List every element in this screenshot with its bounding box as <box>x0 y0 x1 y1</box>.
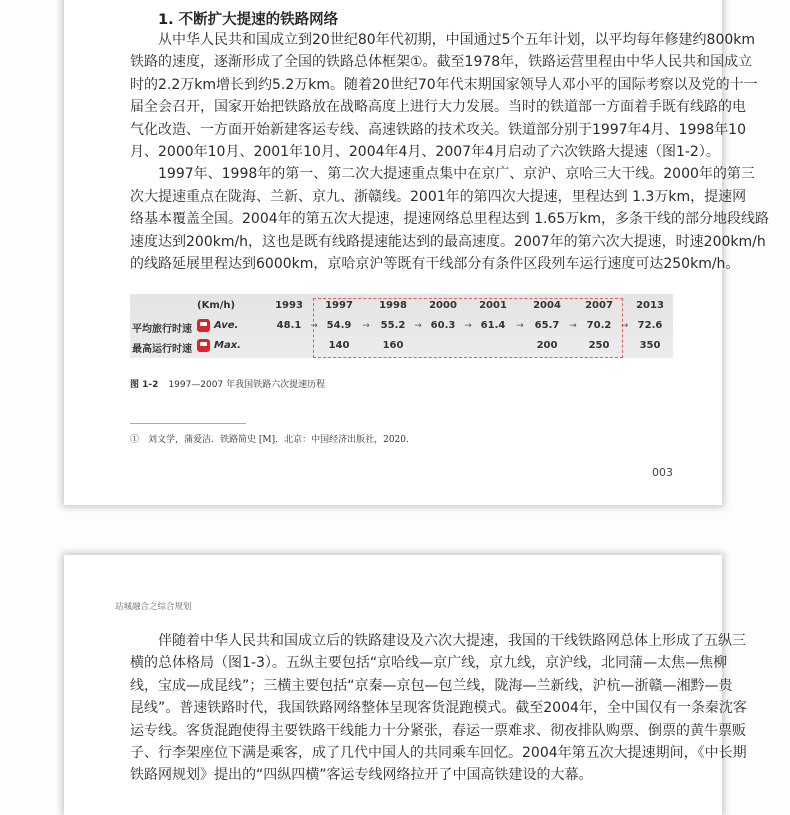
caption-number: 图 1-2 <box>130 380 159 390</box>
max-speed-value: 140 <box>328 340 350 351</box>
arrow-icon: → <box>516 321 524 331</box>
year-label: 2001 <box>479 300 507 311</box>
footnote: ① 刘文学，蒲爱洁．铁路简史 [M]．北京：中国经济出版社，2020. <box>130 435 409 445</box>
ave-speed-value: 60.3 <box>430 320 456 331</box>
text-line: 铁路的速度，逐渐形成了全国的铁路总体框架①。截至1978年，铁路运营里程由中华人民共和国成立 <box>130 54 753 71</box>
train-icon <box>197 319 210 332</box>
caption-text: 1997—2007 年我国铁路六次提速历程 <box>168 380 326 390</box>
text-line: 的线路延展里程达到6000km，京哈京沪等既有干线部分有条件区段列车运行速度可达250km/h。 <box>130 256 740 272</box>
ave-speed-value: 61.4 <box>480 320 506 331</box>
text-line: 速度达到200km/h，这也是既有线路提速能达到的最高速度。2007年的第六次大提速，时速200km/h <box>130 233 766 250</box>
ave-tag: Ave. <box>214 320 239 331</box>
text-line: 运专线。客货混跑使得主要铁路干线能力十分紧张，春运一票难求、彻夜排队购票、倒票的黄牛票贩 <box>130 722 746 739</box>
train-icon <box>197 339 210 352</box>
footnote-divider <box>130 423 246 424</box>
ave-speed-value: 54.9 <box>326 320 352 331</box>
year-label: 2004 <box>533 300 561 311</box>
ave-speed-value: 72.6 <box>637 320 663 331</box>
text-line: 届全会召开，国家开始把铁路放在战略高度上进行大力发展。当时的铁道部一方面着手既有线路的电 <box>130 99 746 116</box>
text-line: 伴随着中华人民共和国成立后的铁路建设及六次大提速，我国的干线铁路网总体上形成了五纵三 <box>130 633 746 649</box>
arrow-icon: → <box>310 321 318 331</box>
book-page-next <box>64 555 747 815</box>
text-line: 络基本覆盖全国。2004年的第五次大提速，提速网络总里程达到 1.65万km，多条干线的部分地段线路 <box>130 211 769 228</box>
ave-speed-value: 65.7 <box>534 320 560 331</box>
max-speed-value: 350 <box>639 340 661 351</box>
text-line: 从中华人民共和国成立到20世纪80年代初期，中国通过5个五年计划，以平均每年修建约800km <box>130 32 756 48</box>
text-line: 1997年、1998年的第一、第二次大提速重点集中在京广、京沪、京哈三大干线。2000年的第三 <box>130 166 755 183</box>
text-line: 横的总体格局（图1-3）。五纵主要包括“京哈线—京广线，京九线，京沪线，北同蒲—太焦—焦柳 <box>130 655 728 672</box>
arrow-icon: → <box>464 321 472 331</box>
year-label: 1997 <box>325 300 353 311</box>
page-number: 003 <box>652 466 673 479</box>
text-line: 次大提速重点在陇海、兰新、京九、浙赣线。2001年的第四次大提速，里程达到 1.3万km，提速网 <box>130 188 747 205</box>
ave-speed-value: 70.2 <box>586 320 612 331</box>
arrow-icon: → <box>362 321 370 331</box>
year-label: 2007 <box>585 300 613 311</box>
max-row-label: 最高运行时速 <box>132 344 192 355</box>
year-label: 2013 <box>636 300 664 311</box>
text-line: 气化改造、一方面开始新建客运专线、高速铁路的技术攻关。铁道部分别于1997年4月、1998年10 <box>130 121 746 138</box>
ave-speed-value: 55.2 <box>380 320 406 331</box>
text-line: 线，宝成—成昆线”；三横主要包括“京秦—京包—包兰线，陇海—兰新线，沪杭—浙赣—湘黔—贵 <box>130 677 733 694</box>
year-label: 2000 <box>429 300 457 311</box>
text-line: 子、行李架座位下满是乘客，成了几代中国人的共同乘车回忆。2004年第五次大提速期间，《中长期 <box>130 745 747 761</box>
text-line: 昆线”。普速铁路时代，我国铁路网络整体呈现客货混跑模式。截至2004年，全中国仅有一条秦沈客 <box>130 700 747 717</box>
unit-label: (Km/h) <box>197 300 236 311</box>
speed-figure <box>130 294 673 358</box>
text-line: 时的2.2万km增长到约5.2万km。随着20世纪70年代末期国家领导人邓小平的国际考察以及党的十一 <box>130 76 758 93</box>
ave-row-label: 平均旅行时速 <box>132 324 192 335</box>
running-head: 站城融合之综合规划 <box>115 602 192 612</box>
max-speed-value: 160 <box>382 340 404 351</box>
year-label: 1993 <box>275 300 303 311</box>
max-tag: Max. <box>214 340 241 351</box>
figure-caption <box>130 377 325 390</box>
book-page-003 <box>64 0 769 505</box>
arrow-icon: → <box>569 321 577 331</box>
section-heading: 1. 不断扩大提速的铁路网络 <box>158 12 339 28</box>
ave-speed-value: 48.1 <box>276 320 302 331</box>
max-speed-value: 250 <box>588 340 610 351</box>
text-line: 月、2000年10月、2001年10月、2004年4月、2007年4月启动了六次铁路大提速（图1-2）。 <box>130 144 720 160</box>
max-speed-value: 200 <box>536 340 558 351</box>
arrow-icon: → <box>620 321 629 331</box>
year-label: 1998 <box>379 300 407 311</box>
arrow-icon: → <box>414 321 422 331</box>
text-line: 铁路网规划》提出的“四纵四横”客运专线网络拉开了中国高铁建设的大幕。 <box>130 767 593 784</box>
